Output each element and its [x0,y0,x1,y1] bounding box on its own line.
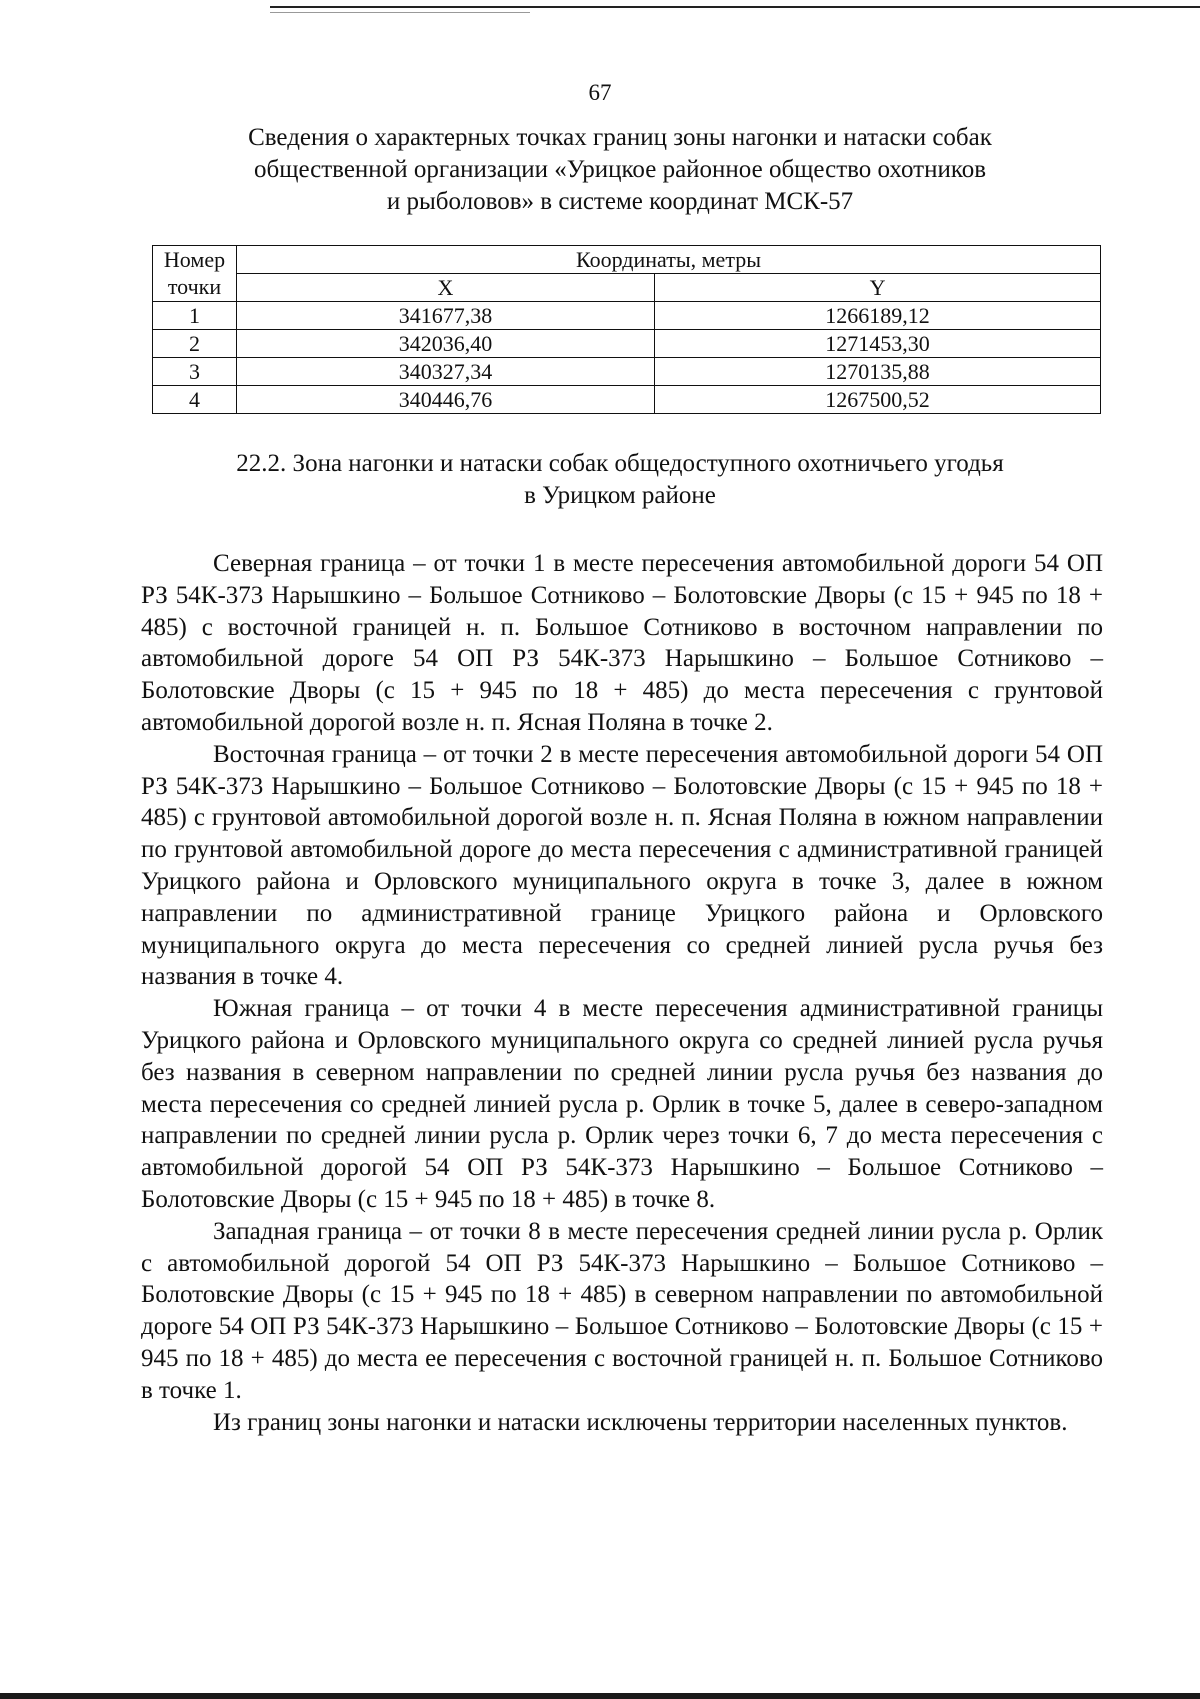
table-header-row [153,246,1101,274]
header-point-number-line2: точки [153,274,237,302]
scan-border-top [270,6,1200,8]
paragraph-exclusion: Из границ зоны нагонки и натаски исключены территории населенных пунктов. [213,1408,1068,1436]
heading-line-3: и рыболовов» в системе координат МСК-57 [386,188,854,215]
cell-y: 1270135,88 [655,358,1101,386]
table-subheader-row [153,274,1101,302]
table-row [153,330,1101,358]
header-x: X [237,274,655,302]
cell-point-number: 3 [153,358,237,386]
cell-x: 341677,38 [237,302,655,330]
body-text [141,548,1103,1438]
section-title-line-1: 22.2. Зона нагонки и натаски собак общедоступного охотничьего угодья [236,450,1004,477]
table-row [153,358,1101,386]
coordinates-table [152,245,1101,414]
paragraph-north-boundary: Северная граница – от точки 1 в месте пересечения автомобильной дороги 54 ОП РЗ 54К-373 Нарышкино – Большое Сотниково – Болотовские Дворы (с 15 + 945 по 18 + 485) с восточной границей н. п. Большое Сотниково в восточном направлении по автомобильной дороге 54 ОП РЗ 54К-373 Нарышкино – Большое Сотниково – Болотовские Дворы (с 15 + 945 по 18 + 485) до места пересечения с грунтовой автомобильной дорогой возле н. п. Ясная Поляна в точке 2. [141,550,1103,736]
cell-x: 342036,40 [237,330,655,358]
heading-line-2: общественной организации «Урицкое районное общество охотников [253,156,987,183]
scan-border-top-thin [270,12,530,13]
section-title-line-2: в Урицком районе [524,482,716,509]
paragraph-east-boundary: Восточная граница – от точки 2 в месте пересечения автомобильной дороги 54 ОП РЗ 54К-373 Нарышкино – Большое Сотниково – Болотовские Дворы (с 15 + 945 по 18 + 485) с грунтовой автомобильной дорогой возле н. п. Ясная Поляна в южном направлении по грунтовой автомобильной дороге до места пересечения с административной границей Урицкого района и Орловского муниципального округа в точке 3, далее в южном направлении по административной границе Урицкого района и Орловского муниципального округа до места пересечения со средней линией русла ручья без названия в точке 4. [141,740,1103,991]
cell-x: 340327,34 [237,358,655,386]
page-number: 67 [588,80,612,105]
section-title [150,448,1090,512]
cell-y: 1267500,52 [655,386,1101,414]
cell-point-number: 1 [153,302,237,330]
header-y: Y [655,274,1101,302]
document-heading [150,122,1090,218]
cell-point-number: 2 [153,330,237,358]
scan-border-bottom [0,1693,1200,1699]
table-row [153,302,1101,330]
heading-line-1: Сведения о характерных точках границ зоны нагонки и натаски собак [248,124,992,151]
header-coordinates: Координаты, метры [237,246,1101,274]
header-point-number: Номер [153,246,237,274]
cell-y: 1271453,30 [655,330,1101,358]
cell-point-number: 4 [153,386,237,414]
table-row [153,386,1101,414]
cell-x: 340446,76 [237,386,655,414]
paragraph-west-boundary: Западная граница – от точки 8 в месте пересечения средней линии русла р. Орлик с автомобильной дорогой 54 ОП РЗ 54К-373 Нарышкино – Большое Сотниково – Болотовские Дворы (с 15 + 945 по 18 + 485) в северном направлении по автомобильной дороге 54 ОП РЗ 54К-373 Нарышкино – Большое Сотниково – Болотовские Дворы (с 15 + 945 по 18 + 485) до места ее пересечения с восточной границей н. п. Большое Сотниково в точке 1. [141,1217,1103,1404]
cell-y: 1266189,12 [655,302,1101,330]
paragraph-south-boundary: Южная граница – от точки 4 в месте пересечения административной границы Урицкого района и Орловского муниципального округа со средней линией русла ручья без названия в северном направлении по средней линии русла ручья без названия до места пересечения со средней линией русла р. Орлик в точке 5, далее в северо-западном направлении по средней линии русла р. Орлик через точки 6, 7 до места пересечения с автомобильной дорогой 54 ОП РЗ 54К-373 Нарышкино – Большое Сотниково – Болотовские Дворы (с 15 + 945 по 18 + 485) в точке 8. [141,995,1103,1213]
